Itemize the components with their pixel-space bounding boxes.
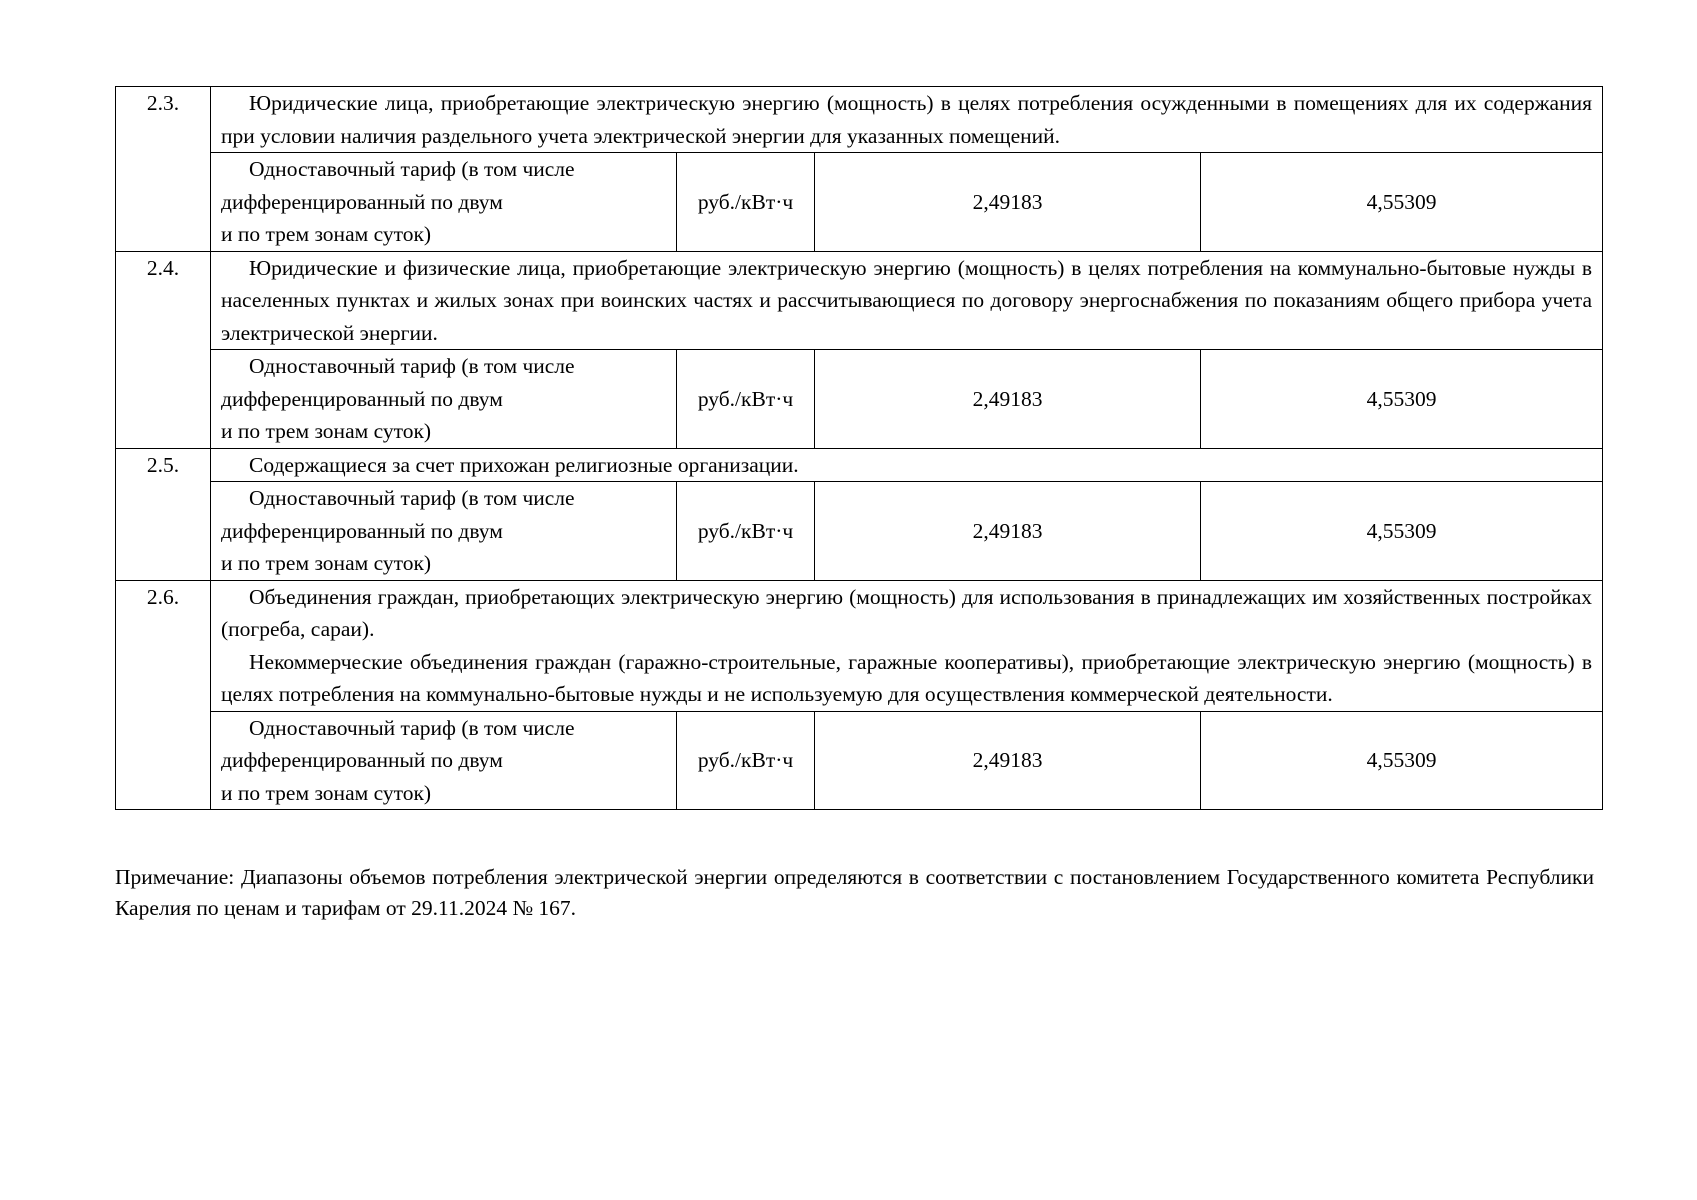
table-row — [116, 482, 1603, 581]
category-paragraph: Юридические и физические лица, приобретающие электрическую энергию (мощность) в целях потребления на коммунально-бытовые нужды в населенных пунктах и жилых зонах при воинских частях и рассчитывающиеся по договору энергоснабжения по показаниям общего прибора учета электрической энергии. — [221, 255, 1593, 345]
category-paragraph: Юридические лица, приобретающие электрическую энергию (мощность) в целях потребления осужденными в помещениях для их содержания при условии наличия раздельного учета электрической энергии для указанных помещений. — [221, 91, 1593, 148]
tariff-name-line: дифференцированный по двум — [221, 748, 503, 772]
tariff-name-line: дифференцированный по двум — [221, 189, 503, 214]
category-description — [211, 580, 1603, 711]
tariff-value-2: 4,55309 — [1201, 711, 1603, 810]
row-number: 2.5. — [116, 448, 211, 580]
category-description — [211, 448, 1603, 482]
table-row — [116, 87, 1603, 153]
category-paragraph: Объединения граждан, приобретающих электрическую энергию (мощность) для использования в принадлежащих им хозяйственных постройках (погреба, сараи). — [221, 584, 1593, 641]
tariff-unit: руб./кВт·ч — [677, 153, 815, 252]
tariff-name-line: Одноставочный тариф (в том числе — [249, 715, 575, 740]
tariff-value-2: 4,55309 — [1201, 482, 1603, 581]
tariff-name-line: и по трем зонам суток) — [221, 780, 432, 805]
tariff-name-line: Одноставочный тариф (в том числе — [249, 157, 575, 181]
tariff-document — [115, 86, 1602, 810]
tariff-name-line: и по трем зонам суток) — [221, 551, 432, 575]
table-row — [116, 711, 1603, 810]
tariff-name-line: Одноставочный тариф (в том числе — [249, 354, 575, 378]
tariff-value-1: 2,49183 — [815, 350, 1201, 449]
tariff-name-line: и по трем зонам суток) — [221, 419, 432, 443]
tariff-name — [211, 711, 677, 810]
tariff-unit: руб./кВт·ч — [677, 482, 815, 581]
tariff-name-line: дифференцированный по двум — [221, 518, 503, 543]
tariff-name — [211, 482, 677, 581]
table-row — [116, 448, 1603, 482]
category-description — [211, 251, 1603, 350]
tariff-value-2: 4,55309 — [1201, 153, 1603, 252]
tariff-value-1: 2,49183 — [815, 482, 1201, 581]
tariff-value-1: 2,49183 — [815, 153, 1201, 252]
row-number: 2.3. — [116, 87, 211, 252]
tariff-unit: руб./кВт·ч — [677, 350, 815, 449]
table-row — [116, 580, 1603, 711]
tariff-value-1: 2,49183 — [815, 711, 1201, 810]
footnote-note: Примечание: Диапазоны объемов потребления электрической энергии определяются в соответствии с постановлением Государственного комитета Республики Карелия по ценам и тарифам от 29.11.2024 № 167. — [115, 865, 1594, 920]
table-row — [116, 350, 1603, 449]
category-paragraph: Содержащиеся за счет прихожан религиозные организации. — [249, 452, 799, 477]
row-number: 2.4. — [116, 251, 211, 448]
tariff-name-line: и по трем зонам суток) — [221, 222, 432, 246]
table-row — [116, 251, 1603, 350]
tariff-name — [211, 153, 677, 252]
row-number: 2.6. — [116, 580, 211, 810]
tariff-name-line: дифференцированный по двум — [221, 386, 503, 411]
table-row — [116, 153, 1603, 252]
tariff-value-2: 4,55309 — [1201, 350, 1603, 449]
category-paragraph: Некоммерческие объединения граждан (гаражно-строительные, гаражные кооперативы), приобретающие электрическую энергию (мощность) в целях потребления на коммунально-бытовые нужды и не используемую для осуществления коммерческой деятельности. — [221, 649, 1593, 706]
tariff-unit: руб./кВт·ч — [677, 711, 815, 810]
category-description — [211, 87, 1603, 153]
tariff-name — [211, 350, 677, 449]
tariff-table — [115, 86, 1603, 810]
tariff-name-line: Одноставочный тариф (в том числе — [249, 486, 575, 510]
